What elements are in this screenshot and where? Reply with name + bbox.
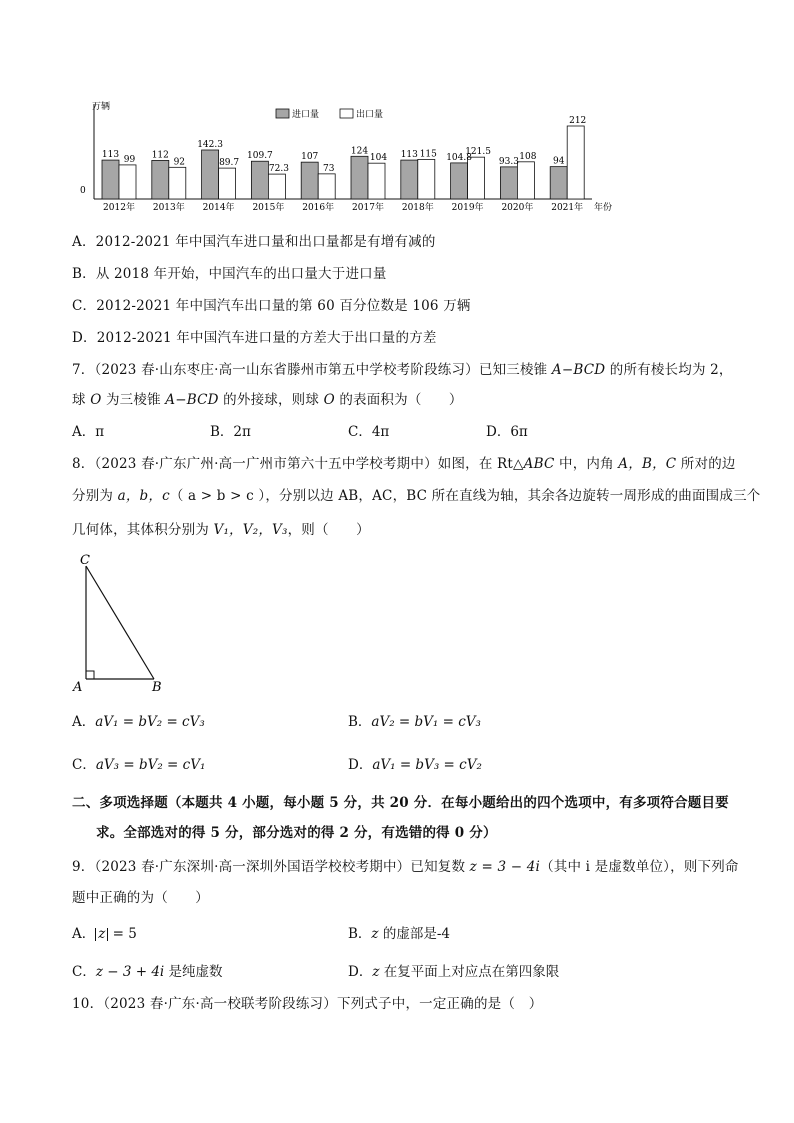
q7-option-d[interactable]: D．6π <box>486 424 528 440</box>
x-tick-label: 2019年 <box>451 203 484 213</box>
data-label-import: 113 <box>400 150 418 161</box>
q9-text: 9．（2023 春·广东深圳·高一深圳外国语学校校考期中）已知复数 <box>72 859 470 875</box>
q9-stem-line2: 题中正确的为（ ） <box>72 890 209 906</box>
x-tick-label: 2016年 <box>302 203 335 213</box>
data-label-import: 109.7 <box>247 151 273 162</box>
option-math: z <box>371 926 379 942</box>
bar-chart <box>72 96 632 218</box>
legend-swatch-export <box>340 109 353 118</box>
data-label-import: 124 <box>350 146 369 157</box>
q7-stem-line1 <box>72 358 733 378</box>
legend-label-export: 出口量 <box>356 110 384 120</box>
option-letter: B． <box>348 926 372 942</box>
option-letter: D． <box>348 757 373 773</box>
data-label-import: 93.3 <box>498 156 519 167</box>
data-label-export: 108 <box>519 151 537 162</box>
legend-swatch-import <box>276 109 289 118</box>
bar-export <box>468 157 485 199</box>
bar-export <box>268 174 285 199</box>
q6-option-b[interactable]: B．从 2018 年开始，中国汽车的出口量大于进口量 <box>72 266 387 282</box>
option-letter: B． <box>348 714 372 730</box>
q8-option-a[interactable] <box>72 710 205 730</box>
q8-text: 中，内角 <box>554 456 619 472</box>
option-letter: C． <box>72 964 96 980</box>
q7-text: 的外接球，则球 <box>218 392 324 408</box>
vertex-label-b: B <box>152 680 162 695</box>
q8-text: 所对的边 <box>676 456 736 472</box>
section2-heading-line1: 二、多项选择题（本题共 4 小题，每小题 5 分，共 20 分．在每小题给出的四个选项中，有多项符合题目要 <box>72 795 729 811</box>
triangle-edge-cb <box>86 566 154 679</box>
data-label-import: 112 <box>151 150 169 161</box>
data-label-import: 94 <box>552 156 565 167</box>
option-letter: A． <box>72 714 96 730</box>
q8-math: V₁，V₂，V₃ <box>213 522 288 538</box>
q7-option-a[interactable]: A．π <box>72 424 105 440</box>
data-label-export: 104 <box>369 153 388 164</box>
data-label-import: 107 <box>301 152 319 163</box>
bar-export <box>219 168 236 199</box>
q8-math: A，B，C <box>618 456 677 472</box>
q8-text: 分别为 <box>72 488 118 504</box>
option-text: 在复平面上对应点在第四象限 <box>379 964 560 980</box>
q6-option-c[interactable]: C．2012-2021 年中国汽车出口量的第 60 百分位数是 106 万辆 <box>72 298 471 314</box>
q8-stem-line2 <box>72 484 760 504</box>
option-formula: aV₂ = bV₁ = cV₃ <box>371 714 481 730</box>
q8-text: ，分别以边 AB，AC，BC 所在直线为轴，其余各边旋转一周形成的曲面围成三个 <box>265 488 761 504</box>
q8-stem-line3 <box>72 518 370 538</box>
data-label-export: 72.3 <box>268 164 289 175</box>
x-axis-label: 年份 <box>594 203 613 213</box>
bar-import <box>251 161 268 199</box>
data-label-export: 115 <box>419 149 437 160</box>
x-tick-label: 2013年 <box>152 203 185 213</box>
option-letter: C． <box>72 757 96 773</box>
y-axis-label: 万辆 <box>92 102 111 112</box>
q9-text: （其中 i 是虚数单位），则下列命 <box>540 859 739 875</box>
bar-export <box>119 165 136 199</box>
q8-option-b[interactable] <box>348 710 481 730</box>
vertex-label-a: A <box>73 680 83 695</box>
q7-text: 7．（2023 春·山东枣庄·高一山东省滕州市第五中学校考阶段练习）已知三棱锥 <box>72 362 552 378</box>
q7-math: A−BCD <box>165 392 219 408</box>
q8-stem-line1 <box>72 452 736 472</box>
q8-option-c[interactable] <box>72 753 205 773</box>
bar-import <box>550 167 567 199</box>
data-label-export: 73 <box>322 163 335 174</box>
option-formula: aV₁ = bV₂ = cV₃ <box>95 714 205 730</box>
q7-text: 的所有棱长均为 2， <box>605 362 733 378</box>
q9-option-c[interactable] <box>72 960 223 980</box>
bar-export <box>169 167 186 199</box>
q8-text: 几何体，其体积分别为 <box>72 522 214 538</box>
data-label-export: 121.5 <box>465 147 491 158</box>
bar-import <box>152 160 169 199</box>
x-tick-label: 2012年 <box>103 203 135 213</box>
q7-text: 球 <box>72 392 91 408</box>
q8-math: a，b，c <box>117 488 170 504</box>
modulus-z: z <box>95 928 108 941</box>
option-formula: aV₃ = bV₂ = cV₁ <box>95 757 206 773</box>
x-tick-label: 2015年 <box>252 203 285 213</box>
q6-option-d[interactable]: D．2012-2021 年中国汽车进口量的方差大于出口量的方差 <box>72 330 437 346</box>
data-label-export: 89.7 <box>219 158 240 169</box>
option-math: z <box>372 964 380 980</box>
data-label-export: 99 <box>123 154 136 165</box>
q7-option-b[interactable]: B．2π <box>210 424 251 440</box>
bar-export <box>368 163 385 199</box>
bar-export <box>567 126 584 199</box>
bar-import <box>500 167 517 199</box>
data-label-export: 92 <box>173 157 186 168</box>
bar-export <box>418 159 435 199</box>
data-label-export: 212 <box>569 116 587 126</box>
section2-heading-line2: 求。全部选对的得 5 分，部分选对的得 2 分，有选错的得 0 分） <box>96 825 497 841</box>
option-letter: A． <box>72 926 96 942</box>
q9-math: z = 3 − 4i <box>469 859 541 875</box>
bar-import <box>202 150 219 199</box>
y-zero-label: 0 <box>80 186 86 196</box>
legend-label-import: 进口量 <box>292 110 320 120</box>
q9-stem-line1 <box>72 855 739 875</box>
q7-option-c[interactable]: C．4π <box>348 424 390 440</box>
x-tick-label: 2021年 <box>551 203 584 213</box>
q10-stem: 10．（2023 春·广东·高一校联考阶段练习）下列式子中，一定正确的是（ ） <box>72 996 543 1012</box>
q7-math: O <box>323 392 335 408</box>
vertex-label-c: C <box>80 553 90 568</box>
q7-text: 为三棱锥 <box>101 392 166 408</box>
right-angle-mark <box>86 671 94 679</box>
q7-text: 的表面积为（ ） <box>334 392 463 408</box>
q9-option-a[interactable] <box>72 922 137 942</box>
chart-legend <box>276 108 383 120</box>
option-formula: aV₁ = bV₃ = cV₂ <box>372 757 482 773</box>
q8-text: ，则（ ） <box>287 522 370 538</box>
option-text: = 5 <box>108 926 137 942</box>
bar-import <box>301 162 318 199</box>
q8-text: （ a > b > c ） <box>169 488 266 504</box>
data-label-import: 113 <box>101 150 120 161</box>
q9-option-b[interactable] <box>348 922 450 942</box>
q8-option-d[interactable] <box>348 753 482 773</box>
x-tick-label: 2014年 <box>202 203 235 213</box>
q9-option-d[interactable] <box>348 960 559 980</box>
bar-import <box>351 156 368 199</box>
option-text: 是纯虚数 <box>164 964 223 980</box>
x-tick-label: 2018年 <box>401 203 434 213</box>
q8-math: ABC <box>523 456 555 472</box>
q7-stem-line2 <box>72 388 463 408</box>
x-tick-label: 2017年 <box>352 203 384 213</box>
bar-export <box>318 174 335 199</box>
q7-math: A−BCD <box>551 362 606 378</box>
option-math: z − 3 + 4i <box>95 964 165 980</box>
x-tick-label: 2020年 <box>501 203 534 213</box>
data-label-import: 142.3 <box>197 140 223 151</box>
option-letter: D． <box>348 964 373 980</box>
bar-import <box>102 160 119 199</box>
bar-export <box>517 162 534 199</box>
option-text: 的虚部是-4 <box>378 926 450 942</box>
q8-text: 8．（2023 春·广东广州·高一广州市第六十五中学校考期中）如图，在 Rt△ <box>72 456 524 472</box>
triangle-figure <box>70 552 170 697</box>
data-label-import: 104.8 <box>446 152 472 163</box>
bar-import <box>451 163 468 199</box>
q6-option-a[interactable]: A．2012-2021 年中国汽车进口量和出口量都是有增有减的 <box>72 234 436 250</box>
bar-import <box>401 160 418 199</box>
q7-math: O <box>90 392 102 408</box>
